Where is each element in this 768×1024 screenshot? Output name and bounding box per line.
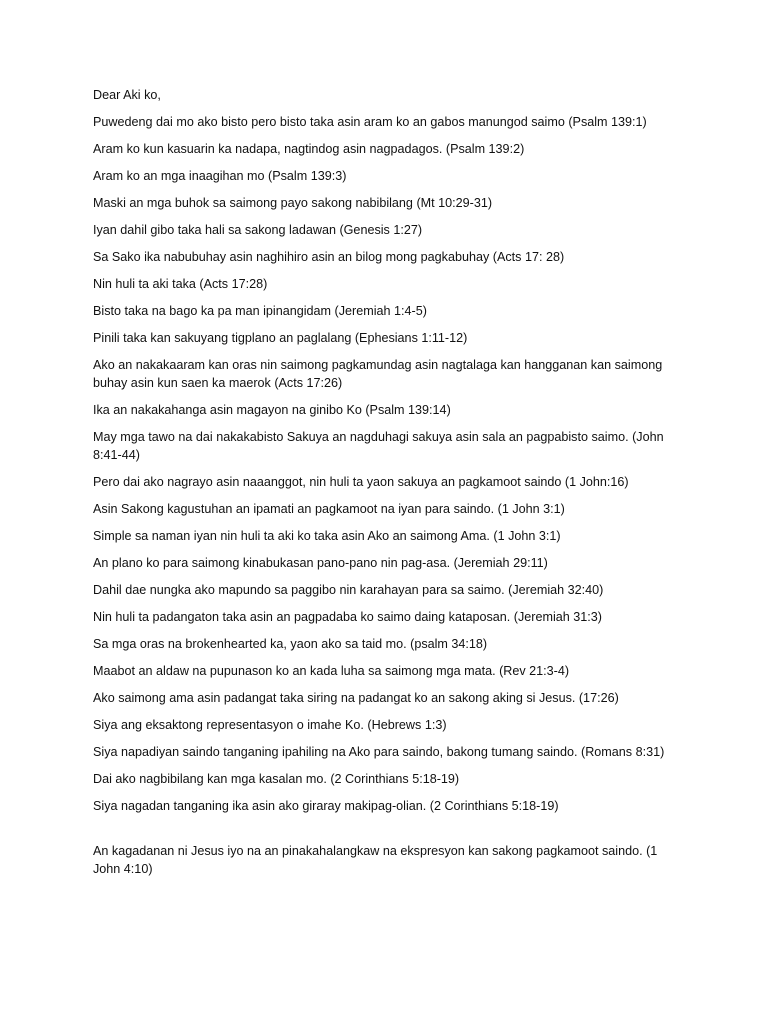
paragraph-gap bbox=[93, 824, 685, 842]
letter-body bbox=[93, 86, 685, 887]
letter-line-18: Nin huli ta padangaton taka asin an pagpadaba ko saimo daing kataposan. (Jeremiah 31:3) bbox=[93, 610, 602, 624]
letter-line-13: Pero dai ako nagrayo asin naaanggot, nin huli ta yaon sakuya an pagkamoot saindo (1 John:16) bbox=[93, 475, 629, 489]
letter-line-16: An plano ko para saimong kinabukasan pano-pano nin pag-asa. (Jeremiah 29:11) bbox=[93, 556, 548, 570]
letter-line-8: Bisto taka na bago ka pa man ipinangidam (Jeremiah 1:4-5) bbox=[93, 304, 427, 318]
letter-line-6: Sa Sako ika nabubuhay asin naghihiro asin an bilog mong pagkabuhay (Acts 17: 28) bbox=[93, 250, 565, 264]
letter-line-12: May mga tawo na dai nakakabisto Sakuya an nagduhagi sakuya asin sala an pagpabisto saimo. (John 8:41-44) bbox=[93, 430, 664, 462]
letter-line-14: Asin Sakong kagustuhan an ipamati an pagkamoot na iyan para saindo. (1 John 3:1) bbox=[93, 502, 565, 516]
letter-line-20: Maabot an aldaw na pupunason ko an kada luha sa saimong mga mata. (Rev 21:3-4) bbox=[93, 664, 570, 678]
letter-line-24: Dai ako nagbibilang kan mga kasalan mo. (2 Corinthians 5:18-19) bbox=[93, 772, 460, 786]
letter-greeting: Dear Aki ko, bbox=[93, 88, 161, 102]
letter-line-9: Pinili taka kan sakuyang tigplano an paglalang (Ephesians 1:11-12) bbox=[93, 331, 468, 345]
letter-line-17: Dahil dae nungka ako mapundo sa paggibo nin karahayan para sa saimo. (Jeremiah 32:40) bbox=[93, 583, 604, 597]
letter-line-21: Ako saimong ama asin padangat taka siring na padangat ko an sakong aking si Jesus. (17:26) bbox=[93, 691, 619, 705]
letter-line-4: Maski an mga buhok sa saimong payo sakong nabibilang (Mt 10:29-31) bbox=[93, 196, 493, 210]
letter-line-3: Aram ko an mga inaagihan mo (Psalm 139:3) bbox=[93, 169, 347, 183]
letter-line-7: Nin huli ta aki taka (Acts 17:28) bbox=[93, 277, 268, 291]
letter-line-1: Puwedeng dai mo ako bisto pero bisto taka asin aram ko an gabos manungod saimo (Psalm 139:1) bbox=[93, 115, 647, 129]
letter-line-15: Simple sa naman iyan nin huli ta aki ko taka asin Ako an saimong Ama. (1 John 3:1) bbox=[93, 529, 561, 543]
letter-line-10: Ako an nakakaaram kan oras nin saimong pagkamundag asin nagtalaga kan hangganan kan saimong buhay asin kun saen ka maerok (Acts 17:26) bbox=[93, 358, 663, 390]
letter-line-2: Aram ko kun kasuarin ka nadapa, nagtindog asin nagpadagos. (Psalm 139:2) bbox=[93, 142, 525, 156]
letter-line-23: Siya napadiyan saindo tanganing ipahiling na Ako para saindo, bakong tumang saindo. (Romans 8:31) bbox=[93, 745, 665, 759]
letter-line-25: Siya nagadan tanganing ika asin ako giraray makipag-olian. (2 Corinthians 5:18-19) bbox=[93, 799, 559, 813]
letter-line-19: Sa mga oras na brokenhearted ka, yaon ako sa taid mo. (psalm 34:18) bbox=[93, 637, 488, 651]
letter-closing: An kagadanan ni Jesus iyo na an pinakahalangkaw na ekspresyon kan sakong pagkamoot saindo. (1 John 4:10) bbox=[93, 844, 658, 876]
letter-line-22: Siya ang eksaktong representasyon o imahe Ko. (Hebrews 1:3) bbox=[93, 718, 447, 732]
letter-line-5: Iyan dahil gibo taka hali sa sakong ladawan (Genesis 1:27) bbox=[93, 223, 423, 237]
letter-line-11: Ika an nakakahanga asin magayon na ginibo Ko (Psalm 139:14) bbox=[93, 403, 451, 417]
